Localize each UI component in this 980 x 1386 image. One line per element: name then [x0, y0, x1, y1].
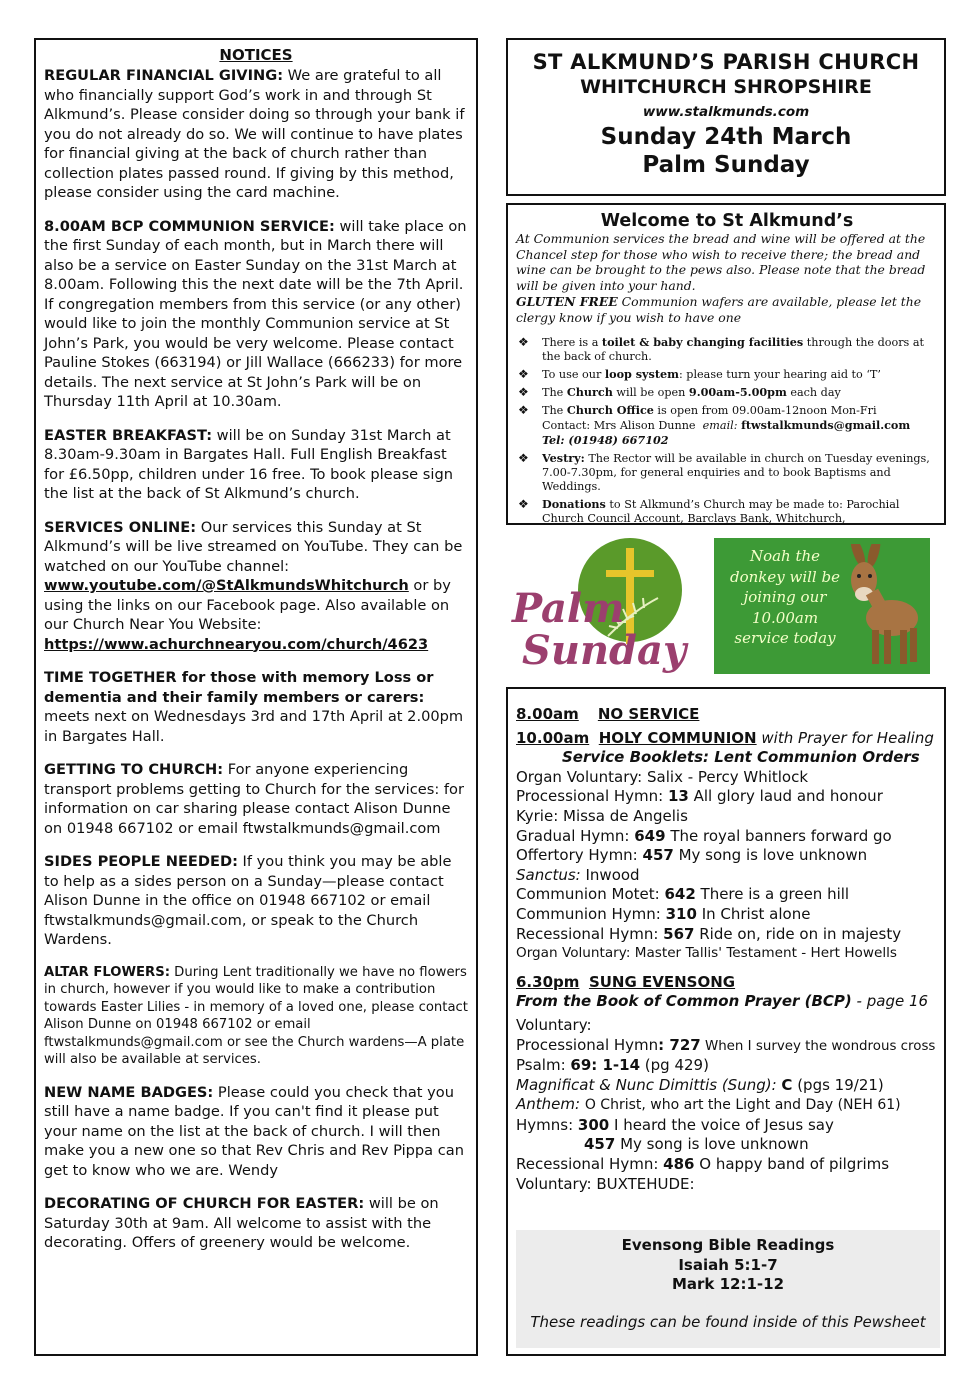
liturgical-day: Palm Sunday — [642, 152, 810, 178]
notice-services-online: SERVICES ONLINE: Our services this Sunday at St Alkmund’s will be live streamed on YouTube. They can be watched on our YouTube channel: www.youtube.com/@StAlkmundsWhitchurch or by using the links on our Facebook page. Also available on our Church Near You Website: https://www.achurchnearyou.com/church/4623 — [44, 518, 463, 653]
readings-title: Evensong Bible Readings — [621, 1236, 835, 1254]
noah-donkey-banner — [714, 538, 930, 674]
reading-1: Isaiah 5:1-7 — [678, 1255, 778, 1274]
notice-altar-flowers: ALTAR FLOWERS: During Lent traditionally we have no flowers in church, however if you would like to make a contribution towards Easter Lilies - in memory of a loved one, please contact Alison Dunne on 01948 667102 or email ftwstalkmunds@gmail.com or see the Church wardens—A plate will also be available at services. — [44, 964, 468, 1067]
list-item: Communion Hymn: 310 In Christ alone — [516, 904, 811, 923]
service-8am: 8.00am NO SERVICE — [516, 705, 700, 723]
notice-bcp-communion: 8.00AM BCP COMMUNION SERVICE: will take place on the first Sunday of each month, but in March there will also be a service on Easter Sunday on the 31st March at 8.00am. Following this the next date will be the 7th April. If congregation members from this service (or any other) would like to join the monthly Communion service at St John’s Park, you would be very welcome. Please contact Pauline Stokes (663194) or Jill Wallace (666233) for more details. The next service at St John’s Park will be on Thursday 11th April at 10.30am. — [44, 217, 467, 410]
list-item: Voluntary: — [516, 1015, 592, 1034]
list-item: Communion Motet: 642 There is a green hill — [516, 885, 850, 904]
list-item: Processional Hymn: 727 When I survey the wondrous cross — [516, 1035, 936, 1054]
church-header — [506, 38, 946, 196]
evensong-subtitle: From the Book of Common Prayer (BCP) - page 16 — [516, 992, 929, 1011]
diamond-bullet-icon: ❖ — [518, 403, 529, 418]
diamond-bullet-icon: ❖ — [518, 367, 529, 382]
communion-order-list — [516, 768, 944, 964]
list-item: Organ Voluntary: Salix - Percy Whitlock — [516, 767, 809, 786]
notice-time-together: TIME TOGETHER for those with memory Loss or dementia and their family members or carers: meets next on Wednesdays 3rd and 17th April at 2.00pm in Bargates Hall. — [44, 669, 464, 745]
communion-info: At Communion services the bread and wine will be offered at the Chancel step for those who wish to receive there; the bread and wine can be brought to the pews also. Please note that the bread will be given into your hand. — [516, 231, 926, 294]
donkey-icon — [834, 544, 924, 668]
youtube-link[interactable]: www.youtube.com/@StAlkmundsWhitchurch — [44, 577, 409, 594]
service-evensong: 6.30pm SUNG EVENSONG — [516, 972, 736, 991]
list-item: Organ Voluntary: Master Tallis' Testament - Hert Howells — [516, 945, 897, 962]
cross-palm-icon — [508, 536, 704, 676]
noah-text: Noah the donkey will be joining our 10.00am service today — [730, 547, 840, 647]
service-booklets: Service Booklets: Lent Communion Orders — [562, 748, 920, 767]
list-item: Kyrie: Missa de Angelis — [516, 806, 688, 825]
church-near-you-link[interactable]: https://www.achurchnearyou.com/church/4623 — [44, 635, 429, 653]
notices-title: NOTICES — [219, 46, 293, 64]
list-item: Magnificat & Nunc Dimittis (Sung): C (pgs 19/21) — [516, 1075, 884, 1094]
list-item: Psalm: 69: 1-14 (pg 429) — [516, 1056, 709, 1075]
list-item: ❖ The Church Office is open from 09.00am-12noon Mon-Fri Contact: Mrs Alison Dunne email: ftwstalkmunds@gmail.com Tel: (01948) 667102 — [518, 403, 911, 448]
notice-sides-people: SIDES PEOPLE NEEDED: If you think you may be able to help as a sides person on a Sunday—please contact Alison Dunne in the office on 01948 667102 or email ftwstalkmunds@gmail.com, or speak to the Church Wardens. — [44, 853, 452, 948]
palm-sunday-logo — [508, 536, 704, 676]
list-item: 457 My song is love unknown — [584, 1135, 809, 1154]
palm-logo-line2: Sunday — [522, 627, 687, 674]
notice-decorating: DECORATING OF CHURCH FOR EASTER: will be on Saturday 30th at 9am. All welcome to assist with the decorating. Offers of greenery would be welcome. — [44, 1195, 439, 1251]
notice-getting-to-church: GETTING TO CHURCH: For anyone experiencing transport problems getting to Church for the services: for information on car sharing please contact Alison Dunne on 01948 667102 or email ftwstalkmunds@gmail.com — [44, 761, 464, 837]
service-date: Sunday 24th March — [600, 124, 852, 150]
notice-financial-giving: REGULAR FINANCIAL GIVING: We are grateful to all who financially support God’s work in and through St Alkmund’s. Please consider doing so through your bank if you do not already do so. We will continue to have plates for financial giving at the back of church rather than collection plates passed round. If giving by this method, please consider using the card machine. — [44, 67, 465, 201]
services-panel — [506, 687, 946, 1356]
service-10am: 10.00am HOLY COMMUNION with Prayer for Healing — [516, 728, 934, 747]
notice-easter-breakfast: EASTER BREAKFAST: will be on Sunday 31st March at 8.30am-9.30am in Bargates Hall. Full English Breakfast for £6.50pp, children under 16 free. To book please sign the list at the back of St Alkmund’s church. — [44, 426, 453, 502]
office-email[interactable]: ftwstalkmunds@gmail.com — [741, 418, 911, 433]
church-website[interactable]: www.stalkmunds.com — [642, 104, 810, 120]
church-name: ST ALKMUND’S PARISH CHURCH — [532, 50, 920, 74]
info-list — [516, 335, 938, 526]
office-contact: Contact: Mrs Alison Dunne — [542, 419, 696, 433]
list-item: ❖ Donations to St Alkmund’s Church may be made to: Parochial Church Council Account, Barclays Bank, Whitchurch, — [518, 497, 900, 526]
list-item: Hymns: 300 I heard the voice of Jesus say — [516, 1115, 834, 1134]
list-item: Gradual Hymn: 649 The royal banners forward go — [516, 826, 892, 845]
list-item: Recessional Hymn: 486 O happy band of pilgrims — [516, 1155, 890, 1174]
readings-note: These readings can be found inside of this Pewsheet — [530, 1312, 926, 1331]
notices-panel — [34, 38, 478, 1356]
list-item: Sanctus: Inwood — [516, 865, 640, 884]
bible-readings-box — [516, 1230, 940, 1348]
palm-logo-line1: Palm — [512, 585, 625, 632]
list-item: Recessional Hymn: 567 Ride on, ride on in majesty — [516, 924, 902, 943]
gluten-free-info: GLUTEN FREE Communion wafers are available, please let the clergy know if you wish to have one — [516, 293, 922, 325]
diamond-bullet-icon: ❖ — [518, 385, 529, 400]
office-tel: Tel: (01948) 667102 — [542, 433, 669, 448]
reading-2: Mark 12:1-12 — [671, 1275, 785, 1293]
list-item: Processional Hymn: 13 All glory laud and honour — [516, 787, 883, 806]
list-item: ❖ The Church will be open 9.00am-5.00pm each day — [518, 385, 841, 400]
list-item: ❖ Vestry: The Rector will be available in church on Tuesday evenings, 7.00-7.30pm, for general enquiries and to book Baptisms and Weddings. — [518, 451, 930, 494]
list-item: Voluntary: BUXTEHUDE: — [516, 1174, 695, 1193]
diamond-bullet-icon: ❖ — [518, 497, 529, 512]
diamond-bullet-icon: ❖ — [518, 335, 529, 350]
list-item: Offertory Hymn: 457 My song is love unknown — [516, 846, 868, 865]
list-item: Anthem: O Christ, who art the Light and Day (NEH 61) — [516, 1095, 901, 1114]
welcome-panel — [506, 203, 946, 525]
welcome-title: Welcome to St Alkmund’s — [600, 211, 854, 231]
list-item: ❖ To use our loop system: please turn your hearing aid to ‘T’ — [518, 367, 881, 382]
evensong-order-list — [516, 1016, 944, 1194]
list-item: ❖ There is a toilet & baby changing facilities through the doors at the back of church. — [518, 335, 925, 364]
church-town: WHITCHURCH SHROPSHIRE — [580, 76, 872, 98]
notice-name-badges: NEW NAME BADGES: Please could you check that you still have a name badge. If you can't find it please put your name on the list at the back of church. I will then make you a new one so that Rev Chris and Rev Pippa can get to know who we are. Wendy — [44, 1083, 464, 1179]
diamond-bullet-icon: ❖ — [518, 451, 529, 466]
